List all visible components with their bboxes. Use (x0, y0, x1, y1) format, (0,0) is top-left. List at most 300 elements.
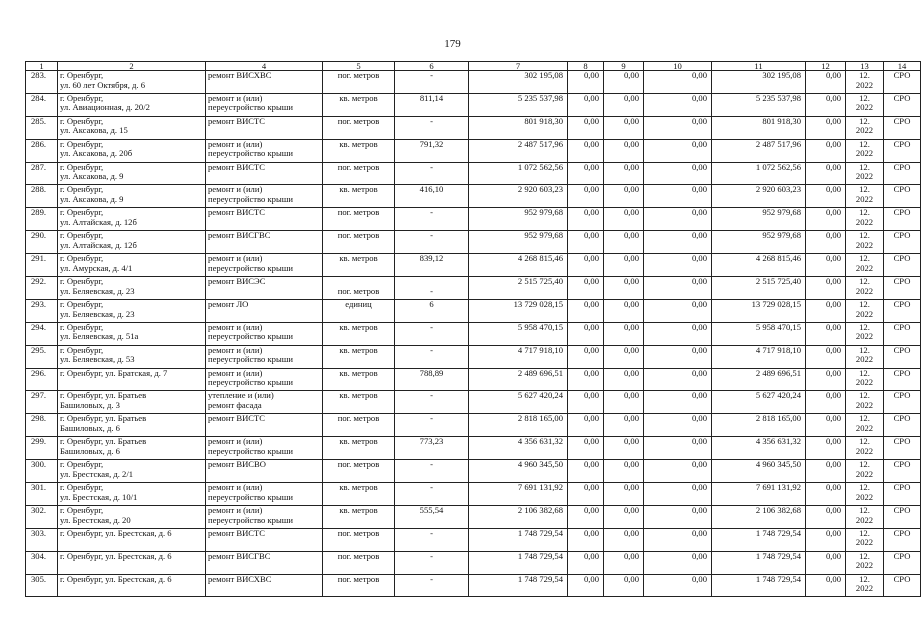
fund-col10-cell (644, 162, 712, 185)
table-row (26, 299, 921, 322)
deadline-month: 12. (859, 92, 870, 103)
fund-col11: 2 818 165,00 (755, 413, 801, 424)
deadline-month: 12. (859, 436, 870, 447)
address-line-1: г. Оренбург, (60, 344, 104, 355)
address-line-1: г. Оренбург, (60, 482, 104, 493)
source-cell (884, 437, 921, 460)
row-number: 296. (31, 367, 47, 378)
fund-col12-cell (806, 505, 846, 528)
row-number-cell (26, 460, 58, 483)
total-cost-cell (469, 528, 568, 551)
fund-col11: 1 748 729,54 (755, 527, 801, 538)
unit: пог. метров (337, 573, 380, 584)
fund-col10: 0,00 (691, 550, 707, 561)
unit: кв. метров (339, 138, 378, 149)
fund-col11: 952 979,68 (762, 207, 801, 218)
fund-col11-cell (712, 71, 806, 94)
fund-col12-cell (806, 139, 846, 162)
unit: пог. метров (337, 413, 380, 424)
row-number-cell (26, 437, 58, 460)
fund-col12-cell (806, 254, 846, 277)
total-cost: 952 979,68 (524, 207, 563, 218)
address-line-2: Башиловых, д. 3 (60, 400, 120, 411)
row-number-cell (26, 139, 58, 162)
deadline-month: 12. (859, 321, 870, 332)
funding-source: СРО (893, 253, 911, 264)
funding-source: СРО (893, 138, 911, 149)
funding-source: СРО (893, 436, 911, 447)
work-type-cell (206, 414, 323, 437)
fund-col8: 0,00 (583, 504, 599, 515)
column-header: 10 (644, 62, 712, 71)
table-row (26, 345, 921, 368)
quantity: 773,23 (419, 436, 444, 447)
deadline-month: 12. (859, 550, 870, 561)
fund-col9-cell (604, 574, 644, 597)
source-cell (884, 345, 921, 368)
fund-col10-cell (644, 391, 712, 414)
deadline-month: 12. (859, 115, 870, 126)
deadline-year: 2022 (855, 285, 874, 296)
column-header: 7 (469, 62, 568, 71)
fund-col10: 0,00 (691, 321, 707, 332)
work-type-line-2: переустройство крыши (208, 354, 293, 365)
source-cell (884, 254, 921, 277)
deadline-month: 12. (859, 459, 870, 470)
table-row (26, 574, 921, 597)
total-cost: 7 691 131,92 (517, 482, 563, 493)
fund-col9: 0,00 (623, 276, 639, 287)
deadline-year: 2022 (855, 216, 874, 227)
row-number-cell (26, 345, 58, 368)
column-header: 11 (712, 62, 806, 71)
funding-source: СРО (893, 367, 911, 378)
row-number: 303. (31, 527, 47, 538)
address-cell (58, 93, 206, 116)
deadline-cell (846, 93, 884, 116)
fund-col8: 0,00 (583, 138, 599, 149)
fund-col10: 0,00 (691, 459, 707, 470)
page-number: 179 (444, 38, 461, 50)
address-line-2: Башиловых, д. 6 (60, 422, 120, 433)
work-type-line-2: переустройство крыши (208, 331, 293, 342)
total-cost: 801 918,30 (524, 115, 563, 126)
row-number: 292. (31, 276, 47, 287)
total-cost-cell (469, 574, 568, 597)
fund-col9-cell (604, 391, 644, 414)
address-line-2: ул. Алтайская, д. 12б (60, 239, 137, 250)
address-cell (58, 208, 206, 231)
fund-col8-cell (568, 551, 604, 574)
funding-source: СРО (893, 321, 911, 332)
work-type-cell (206, 574, 323, 597)
address-line-2: ул. Авиационная, д. 20/2 (60, 102, 150, 113)
unit: пог. метров (337, 230, 380, 241)
fund-col12: 0,00 (825, 482, 841, 493)
unit-cell (323, 460, 395, 483)
fund-col8-cell (568, 391, 604, 414)
fund-col8-cell (568, 71, 604, 94)
unit-cell (323, 208, 395, 231)
fund-col10-cell (644, 93, 712, 116)
fund-col11: 1 748 729,54 (755, 550, 801, 561)
fund-col9: 0,00 (623, 138, 639, 149)
fund-col12: 0,00 (825, 390, 841, 401)
address-line-1: г. Оренбург, (60, 92, 104, 103)
address-cell (58, 345, 206, 368)
funding-source: СРО (893, 276, 911, 287)
deadline-year: 2022 (855, 148, 874, 159)
row-number-cell (26, 208, 58, 231)
deadline-month: 12. (859, 344, 870, 355)
quantity: - (430, 70, 433, 80)
total-cost: 1 748 729,54 (517, 573, 563, 584)
fund-col12-cell (806, 116, 846, 139)
work-type-line-1: утепление и (или) (208, 390, 274, 401)
deadline-year: 2022 (855, 308, 874, 319)
table-row (26, 322, 921, 345)
fund-col8-cell (568, 93, 604, 116)
fund-col9-cell (604, 277, 644, 300)
funding-source: СРО (893, 459, 911, 470)
funding-source: СРО (893, 550, 911, 561)
address-line-2: ул. Амурская, д. 4/1 (60, 262, 133, 273)
deadline-cell (846, 208, 884, 231)
table-row (26, 391, 921, 414)
deadline-month: 12. (859, 573, 870, 584)
row-number-cell (26, 528, 58, 551)
deadline-year: 2022 (855, 400, 874, 411)
fund-col8: 0,00 (583, 321, 599, 332)
fund-col12-cell (806, 437, 846, 460)
fund-col8: 0,00 (583, 92, 599, 103)
total-cost: 1 748 729,54 (517, 527, 563, 538)
fund-col12-cell (806, 231, 846, 254)
source-cell (884, 551, 921, 574)
column-header: 4 (206, 62, 323, 71)
deadline-month: 12. (859, 70, 870, 80)
fund-col8: 0,00 (583, 344, 599, 355)
deadline-month: 12. (859, 390, 870, 401)
unit: кв. метров (339, 367, 378, 378)
fund-col10-cell (644, 299, 712, 322)
column-header: 8 (568, 62, 604, 71)
work-type-line-2: переустройство крыши (208, 194, 293, 205)
fund-col12-cell (806, 528, 846, 551)
unit-cell (323, 254, 395, 277)
quantity: - (430, 413, 433, 424)
column-header: 13 (846, 62, 884, 71)
total-cost-cell (469, 551, 568, 574)
address-line-2: ул. Брестская, д. 10/1 (60, 491, 138, 502)
row-number-cell (26, 254, 58, 277)
quantity-cell (395, 254, 469, 277)
row-number: 287. (31, 161, 47, 172)
fund-col10-cell (644, 139, 712, 162)
quantity: 555,54 (419, 504, 444, 515)
work-type-cell (206, 528, 323, 551)
total-cost: 5 235 537,98 (517, 92, 563, 103)
deadline-year: 2022 (855, 262, 874, 273)
fund-col11-cell (712, 483, 806, 506)
fund-col10: 0,00 (691, 436, 707, 447)
unit: пог. метров (337, 161, 380, 172)
fund-col11-cell (712, 185, 806, 208)
address-line-2: ул. Брестская, д. 2/1 (60, 468, 134, 479)
work-type-cell (206, 185, 323, 208)
funding-source: СРО (893, 70, 911, 80)
row-number-cell (26, 185, 58, 208)
fund-col10: 0,00 (691, 138, 707, 149)
quantity: - (430, 115, 433, 126)
address-line-1: г. Оренбург, (60, 276, 104, 287)
funding-source: СРО (893, 207, 911, 218)
work-type-line-1: ремонт ВИСТС (208, 527, 266, 538)
fund-col9: 0,00 (623, 504, 639, 515)
deadline-month: 12. (859, 253, 870, 264)
fund-col11: 2 489 696,51 (755, 367, 801, 378)
fund-col11-cell (712, 391, 806, 414)
unit: кв. метров (339, 253, 378, 264)
total-cost: 2 489 696,51 (517, 367, 563, 378)
address-line-1: г. Оренбург, (60, 321, 104, 332)
fund-col11-cell (712, 460, 806, 483)
fund-col11: 4 356 631,32 (755, 436, 801, 447)
fund-col12: 0,00 (825, 321, 841, 332)
work-type-line-1: ремонт и (или) (208, 253, 263, 264)
quantity: - (430, 527, 433, 538)
fund-col11-cell (712, 345, 806, 368)
fund-col9-cell (604, 185, 644, 208)
deadline-month: 12. (859, 367, 870, 378)
fund-col8: 0,00 (583, 573, 599, 584)
total-cost: 4 356 631,32 (517, 436, 563, 447)
table-row (26, 483, 921, 506)
fund-col12-cell (806, 208, 846, 231)
fund-col8: 0,00 (583, 459, 599, 470)
fund-col8-cell (568, 277, 604, 300)
deadline-year: 2022 (855, 422, 874, 433)
deadline-year: 2022 (855, 560, 874, 571)
source-cell (884, 231, 921, 254)
fund-col10-cell (644, 505, 712, 528)
work-type-line-2: переустройство крыши (208, 445, 293, 456)
deadline-year: 2022 (855, 194, 874, 205)
work-type-cell (206, 322, 323, 345)
unit: кв. метров (339, 184, 378, 195)
address-cell (58, 528, 206, 551)
address-line-2: ул. Беляевская, д. 23 (60, 308, 135, 319)
funding-source: СРО (893, 504, 911, 515)
fund-col8-cell (568, 528, 604, 551)
table-row (26, 505, 921, 528)
fund-col9: 0,00 (623, 482, 639, 493)
funding-source: СРО (893, 390, 911, 401)
table-row (26, 139, 921, 162)
fund-col9: 0,00 (623, 390, 639, 401)
fund-col11-cell (712, 551, 806, 574)
unit: пог. метров (337, 550, 380, 561)
unit-cell (323, 162, 395, 185)
work-type-line-1: ремонт и (или) (208, 321, 263, 332)
work-type-line-1: ремонт и (или) (208, 504, 263, 515)
fund-col8-cell (568, 505, 604, 528)
work-type-line-1: ремонт ВИСХВС (208, 573, 272, 584)
address-cell (58, 505, 206, 528)
work-type-line-1: ремонт и (или) (208, 92, 263, 103)
deadline-year: 2022 (855, 239, 874, 250)
fund-col9-cell (604, 299, 644, 322)
address-line-1: г. Оренбург, (60, 230, 104, 241)
deadline-cell (846, 528, 884, 551)
work-type-cell (206, 483, 323, 506)
funding-source: СРО (893, 161, 911, 172)
fund-col9-cell (604, 437, 644, 460)
row-number-cell (26, 551, 58, 574)
address-cell (58, 231, 206, 254)
fund-col10-cell (644, 208, 712, 231)
fund-col8-cell (568, 345, 604, 368)
deadline-year: 2022 (855, 171, 874, 182)
row-number-cell (26, 277, 58, 300)
fund-col11-cell (712, 231, 806, 254)
deadline-month: 12. (859, 413, 870, 424)
total-cost: 2 487 517,96 (517, 138, 563, 149)
address-line-1: г. Оренбург, ул. Братьев (60, 413, 147, 424)
table-row (26, 71, 921, 94)
fund-col8-cell (568, 437, 604, 460)
unit: кв. метров (339, 436, 378, 447)
unit-cell (323, 93, 395, 116)
column-header: 5 (323, 62, 395, 71)
address-line-1: г. Оренбург, ул. Братьев (60, 436, 147, 447)
total-cost: 952 979,68 (524, 230, 563, 241)
work-type-line-1: ремонт ВИСГВС (208, 230, 271, 241)
fund-col10-cell (644, 116, 712, 139)
deadline-cell (846, 437, 884, 460)
work-type-line-1: ремонт и (или) (208, 436, 263, 447)
quantity: 791,32 (419, 138, 444, 149)
table-body (26, 71, 921, 597)
funding-source: СРО (893, 344, 911, 355)
fund-col10-cell (644, 71, 712, 94)
work-type-line-1: ремонт и (или) (208, 138, 263, 149)
fund-col11: 2 920 603,23 (755, 184, 801, 195)
quantity-cell (395, 345, 469, 368)
total-cost-cell (469, 116, 568, 139)
work-type-line-1: ремонт ВИСТС (208, 413, 266, 424)
fund-col10-cell (644, 345, 712, 368)
address-line-1: г. Оренбург, (60, 207, 104, 218)
column-header: 6 (395, 62, 469, 71)
row-number-cell (26, 414, 58, 437)
fund-col11: 2 487 517,96 (755, 138, 801, 149)
fund-col8: 0,00 (583, 184, 599, 195)
fund-col10: 0,00 (691, 573, 707, 584)
total-cost: 302 195,08 (524, 70, 563, 80)
fund-col12: 0,00 (825, 161, 841, 172)
address-line-1: г. Оренбург, (60, 70, 104, 80)
fund-col12-cell (806, 483, 846, 506)
address-cell (58, 460, 206, 483)
source-cell (884, 162, 921, 185)
address-line-1: г. Оренбург, ул. Брестская, д. 6 (60, 527, 172, 538)
table-row (26, 528, 921, 551)
unit: пог. метров (337, 207, 380, 218)
address-cell (58, 116, 206, 139)
work-type-cell (206, 254, 323, 277)
row-number: 286. (31, 138, 47, 149)
fund-col8-cell (568, 483, 604, 506)
fund-col11: 5 235 537,98 (755, 92, 801, 103)
fund-col12-cell (806, 322, 846, 345)
fund-col10-cell (644, 460, 712, 483)
address-cell (58, 414, 206, 437)
fund-col10: 0,00 (691, 413, 707, 424)
deadline-cell (846, 368, 884, 391)
deadline-month: 12. (859, 276, 870, 287)
row-number-cell (26, 299, 58, 322)
deadline-year: 2022 (855, 125, 874, 136)
quantity: - (430, 344, 433, 355)
source-cell (884, 71, 921, 94)
work-type-cell (206, 231, 323, 254)
source-cell (884, 391, 921, 414)
total-cost-cell (469, 277, 568, 300)
unit-cell (323, 345, 395, 368)
unit: кв. метров (339, 344, 378, 355)
row-number-cell (26, 93, 58, 116)
table-row (26, 185, 921, 208)
address-line-2: ул. Беляевская, д. 53 (60, 354, 135, 365)
work-type-cell (206, 345, 323, 368)
deadline-year: 2022 (855, 331, 874, 342)
fund-col12: 0,00 (825, 527, 841, 538)
work-type-cell (206, 162, 323, 185)
unit-cell (323, 414, 395, 437)
fund-col9-cell (604, 368, 644, 391)
quantity-cell (395, 322, 469, 345)
work-type-line-2: переустройство крыши (208, 491, 293, 502)
total-cost: 2 515 725,40 (517, 276, 563, 287)
fund-col11: 5 627 420,24 (755, 390, 801, 401)
work-type-line-2: переустройство крыши (208, 148, 293, 159)
fund-col11: 1 072 562,56 (755, 161, 801, 172)
quantity-cell (395, 162, 469, 185)
row-number-cell (26, 322, 58, 345)
address-cell (58, 574, 206, 597)
repair-program-table (25, 61, 921, 597)
fund-col12: 0,00 (825, 504, 841, 515)
fund-col9-cell (604, 322, 644, 345)
fund-col9: 0,00 (623, 230, 639, 241)
fund-col8: 0,00 (583, 436, 599, 447)
deadline-cell (846, 322, 884, 345)
fund-col9-cell (604, 551, 644, 574)
fund-col9: 0,00 (623, 367, 639, 378)
fund-col8: 0,00 (583, 276, 599, 287)
funding-source: СРО (893, 184, 911, 195)
total-cost-cell (469, 162, 568, 185)
fund-col10-cell (644, 414, 712, 437)
row-number-cell (26, 162, 58, 185)
fund-col10-cell (644, 185, 712, 208)
fund-col11: 1 748 729,54 (755, 573, 801, 584)
source-cell (884, 277, 921, 300)
source-cell (884, 414, 921, 437)
work-type-cell (206, 139, 323, 162)
work-type-line-1: ремонт ВИСТС (208, 161, 266, 172)
